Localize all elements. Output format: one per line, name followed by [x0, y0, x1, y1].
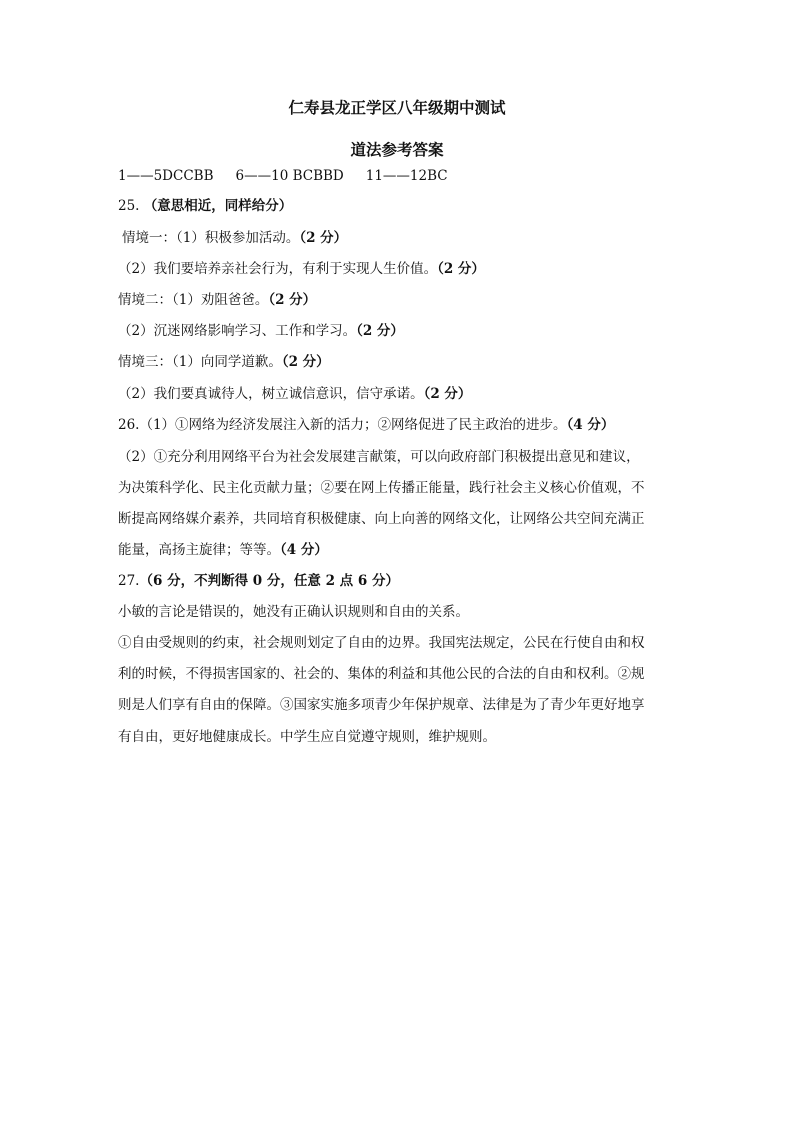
q25-s2-b-score: （2 分） — [356, 323, 404, 339]
q27-grading-note: （6 分，不判断得 0 分，任意 2 点 6 分） — [139, 573, 399, 589]
q26-p1-score: （4 分） — [566, 417, 615, 433]
q25-s2-a-text: 情境二：（1）劝阻爸爸。 — [118, 292, 269, 308]
q25-s3-a-text: 情境三：（1）向同学道歉。 — [118, 354, 282, 370]
q27-line5: 有自由，更好地健康成长。中学生应自觉遵守规则，维护规则。 — [118, 729, 496, 745]
q25-number: 25. — [118, 198, 140, 214]
q27-line2: ①自由受规则的约束，社会规则划定了自由的边界。我国宪法规定，公民在行使自由和权 — [118, 635, 645, 651]
q25-header — [118, 196, 678, 216]
q25-scenario2-part1 — [118, 290, 678, 310]
q26-part2-line1: （2）①充分利用网络平台为社会发展建言献策，可以向政府部门积极提出意见和建议， — [118, 449, 640, 465]
q25-scenario1-part2 — [118, 259, 678, 279]
q25-s2-b-text: （2）沉迷网络影响学习、工作和学习。 — [118, 323, 357, 339]
q26-p2-l4-text: 能量，高扬主旋律；等等。 — [118, 542, 280, 558]
q26-part2-line2: 为决策科学化、民主化贡献力量；②要在网上传播正能量，践行社会主义核心价值观，不 — [118, 480, 645, 496]
q26-part2-line3: 断提高网络媒介素养，共同培育积极健康、向上向善的网络文化，让网络公共空间充满正 — [118, 511, 645, 527]
q27-line4: 则是人们享有自由的保障。③国家实施多项青少年保护规章、法律是为了青少年更好地享 — [118, 697, 645, 713]
q25-s1-a-text: 情境一：（1）积极参加活动。 — [122, 230, 300, 246]
q25-scenario3-part1 — [118, 352, 678, 372]
q27-line3: 利的时候，不得损害国家的、社会的、集体的利益和其他公民的合法的自由和权利。②规 — [118, 666, 645, 682]
q25-grading-note: （意思相近，同样给分） — [143, 198, 293, 214]
q26-p1-text: 26.（1）①网络为经济发展注入新的活力；②网络促进了民主政治的进步。 — [118, 417, 567, 433]
q27-number: 27. — [118, 573, 140, 589]
choice-answers-1-5: 1——5DCCBB — [118, 168, 214, 184]
q26-p2-score: （4 分） — [280, 542, 328, 558]
q25-s3-b-text: （2）我们要真诚待人，树立诚信意识，信守承诺。 — [118, 386, 424, 402]
choice-answers — [118, 166, 678, 186]
choice-answers-11-12: 11——12BC — [365, 168, 448, 184]
q25-s1-b-score: （2 分） — [437, 261, 485, 277]
q25-scenario3-part2 — [118, 384, 678, 404]
q25-scenario1-part1 — [122, 228, 682, 248]
q25-s3-b-score: （2 分） — [423, 386, 472, 402]
q25-s1-b-text: （2）我们要培养亲社会行为，有利于实现人生价值。 — [118, 261, 438, 277]
q27-header — [118, 571, 678, 591]
q25-s1-a-score: （2 分） — [299, 230, 348, 246]
q25-scenario2-part2 — [118, 321, 678, 341]
page-subtitle: 道法参考答案 — [350, 140, 444, 159]
choice-answers-6-10: 6——10 BCBBD — [235, 168, 344, 184]
q26-part2-line4 — [118, 540, 678, 560]
q26-part1 — [118, 415, 678, 435]
q27-line1: 小敏的言论是错误的，她没有正确认识规则和自由的关系。 — [118, 604, 469, 620]
page-title: 仁寿县龙正学区八年级期中测试 — [288, 98, 506, 117]
q25-s3-a-score: （2 分） — [281, 354, 330, 370]
q25-s2-a-score: （2 分） — [268, 292, 317, 308]
